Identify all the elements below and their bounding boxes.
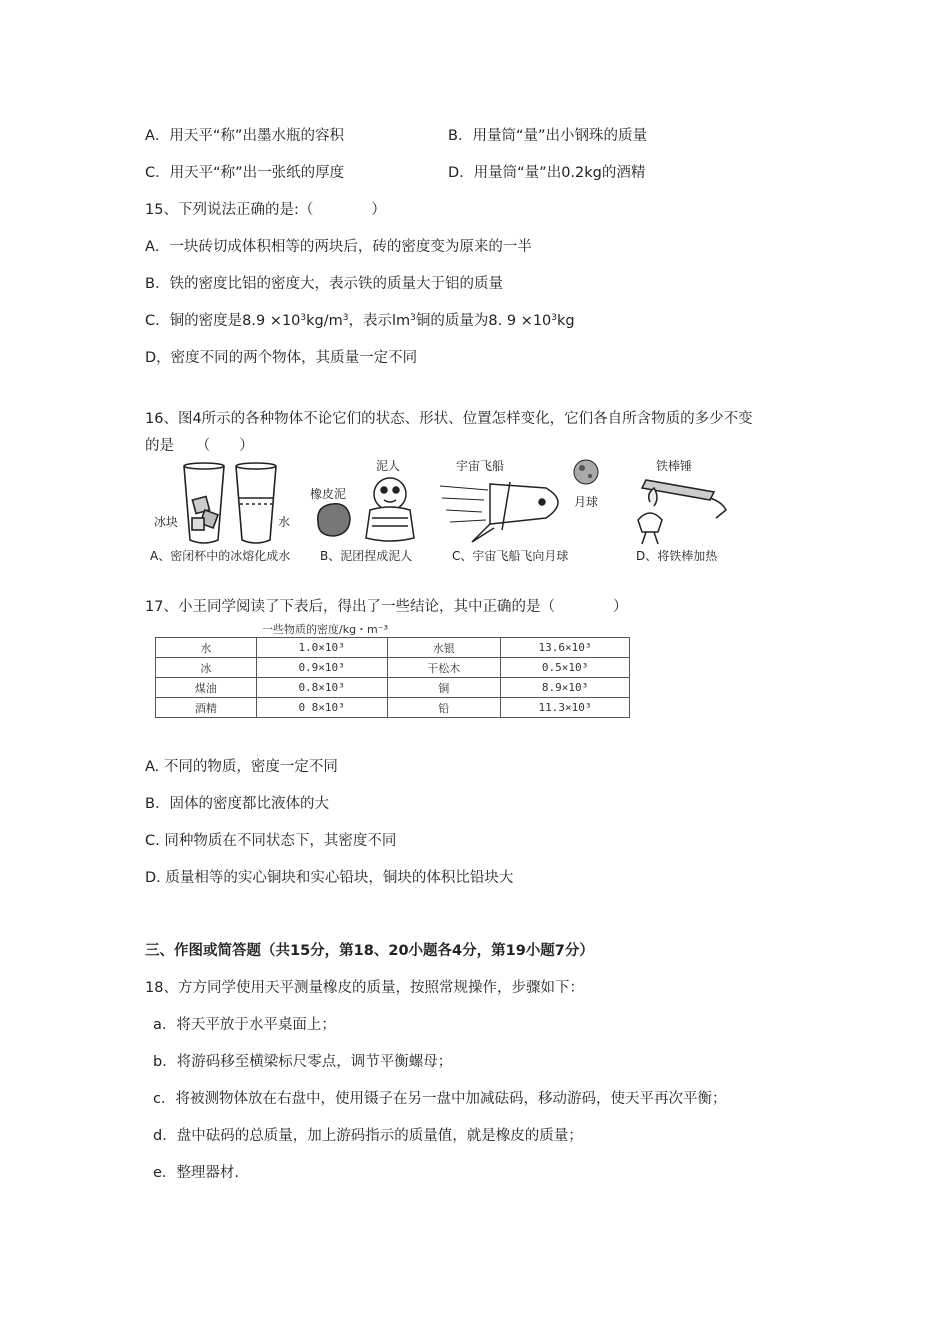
moon-icon: [574, 460, 598, 484]
table-cell: 1.0×10³: [256, 638, 387, 658]
q15-stem: 15、下列说法正确的是:（ ）: [145, 202, 386, 218]
q17-option-b: B．固体的密度都比液体的大: [145, 796, 329, 812]
table-row: [156, 638, 630, 658]
q18-step-d: d．盘中砝码的总质量，加上游码指示的质量值，就是橡皮的质量；: [153, 1128, 583, 1144]
q16-stem-line2: 的是 （ ）: [145, 438, 254, 454]
q17-stem: 17、小王同学阅读了下表后，得出了一些结论，其中正确的是（ ）: [145, 599, 628, 615]
table-cell: 水银: [387, 638, 501, 658]
figure-d-iron-rod: [638, 480, 726, 544]
q17-option-c: C. 同种物质在不同状态下，其密度不同: [145, 833, 397, 849]
caption-b: B、泥团捏成泥人: [320, 549, 413, 563]
table-cell: 0.5×10³: [501, 658, 630, 678]
caption-a: A、密闭杯中的冰熔化成水: [150, 549, 291, 563]
q18-step-a: a．将天平放于水平桌面上；: [153, 1017, 336, 1033]
table-cell: 铅: [387, 698, 501, 718]
table-row: [156, 658, 630, 678]
table-cell: 冰: [156, 658, 257, 678]
table-row: [156, 678, 630, 698]
table-cell: 8.9×10³: [501, 678, 630, 698]
table-cell: 11.3×10³: [501, 698, 630, 718]
label-moon: 月球: [574, 495, 599, 509]
caption-d: D、将铁棒加热: [636, 549, 718, 563]
table-cell: 干松木: [387, 658, 501, 678]
q18-step-c: c．将被测物体放在右盘中，使用镊子在另一盘中加减砝码，移动游码，使天平再次平衡；: [153, 1091, 727, 1107]
q15-option-c: C．铜的密度是$8.9 \times 10^3kg/m^3$，表示$lm^3$铜的质量为8. $9 \times 10^3kg$: [145, 313, 575, 329]
q15-option-d: D，密度不同的两个物体，其质量一定不同: [145, 350, 418, 366]
table-cell: 0.8×10³: [256, 678, 387, 698]
section3-heading: 三、作图或简答题（共15分，第18、20小题各4分，第19小题7分）: [145, 943, 594, 959]
label-hammer: 铁棒锤: [656, 459, 693, 473]
label-clayman: 泥人: [376, 459, 401, 473]
table-row: [156, 698, 630, 718]
q14-option-d: D．用量筒“量”出0.2kg的酒精: [448, 165, 646, 181]
figure-c-spaceship: [440, 482, 558, 542]
q14-option-a: A．用天平“称”出墨水瓶的容积: [145, 128, 344, 144]
q14-option-b: B．用量筒“量”出小钢珠的质量: [448, 128, 647, 144]
label-water: 水: [278, 515, 291, 529]
q15-option-b: B．铁的密度比铝的密度大，表示铁的质量大于铝的质量: [145, 276, 503, 292]
q14-option-c: C．用天平“称”出一张纸的厚度: [145, 165, 345, 181]
q16-figure: [150, 458, 740, 564]
q17-option-a: A. 不同的物质，密度一定不同: [145, 759, 338, 775]
q18-step-e: e．整理器材.: [153, 1165, 240, 1181]
table-cell: 酒精: [156, 698, 257, 718]
q18-stem: 18、方方同学使用天平测量橡皮的质量，按照常规操作，步骤如下：: [145, 980, 584, 996]
density-table: [155, 637, 630, 718]
density-table-caption: 一些物质的密度/kg・m⁻³: [262, 623, 388, 636]
table-cell: 煤油: [156, 678, 257, 698]
q15-option-a: A．一块砖切成体积相等的两块后，砖的密度变为原来的一半: [145, 239, 532, 255]
label-ice: 冰块: [154, 515, 179, 529]
label-clay: 橡皮泥: [310, 487, 347, 501]
q18-step-b: b．将游码移至横梁标尺零点，调节平衡螺母；: [153, 1054, 453, 1070]
q17-option-d: D. 质量相等的实心铜块和实心铅块，铜块的体积比铅块大: [145, 870, 514, 886]
table-cell: 0.9×10³: [256, 658, 387, 678]
table-cell: 铜: [387, 678, 501, 698]
caption-c: C、宇宙飞船飞向月球: [452, 549, 569, 563]
label-ship: 宇宙飞船: [456, 459, 505, 473]
table-cell: 0 8×10³: [256, 698, 387, 718]
q16-stem-line1: 16、图4所示的各种物体不论它们的状态、形状、位置怎样变化，它们各自所含物质的多少不变: [145, 411, 753, 427]
figure-a-glasses: [184, 463, 276, 543]
table-cell: 13.6×10³: [501, 638, 630, 658]
table-cell: 水: [156, 638, 257, 658]
